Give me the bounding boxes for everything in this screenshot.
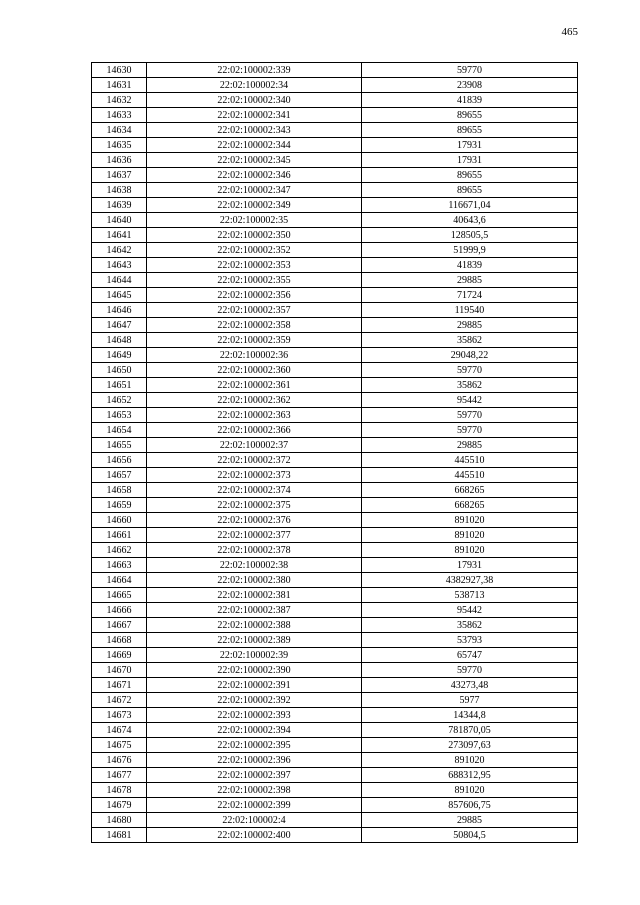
row-number-cell: 14676 (92, 753, 147, 768)
cadastral-number-cell: 22:02:100002:341 (147, 108, 362, 123)
cadastral-number-cell: 22:02:100002:356 (147, 288, 362, 303)
row-number-cell: 14670 (92, 663, 147, 678)
cadastral-number-cell: 22:02:100002:389 (147, 633, 362, 648)
table-row (92, 363, 578, 378)
cadastral-value-cell: 59770 (362, 423, 578, 438)
table-row (92, 123, 578, 138)
cadastral-value-cell: 668265 (362, 483, 578, 498)
table-row (92, 723, 578, 738)
cadastral-number-cell: 22:02:100002:391 (147, 678, 362, 693)
row-number-cell: 14668 (92, 633, 147, 648)
table-row (92, 768, 578, 783)
table-row (92, 588, 578, 603)
cadastral-value-cell: 71724 (362, 288, 578, 303)
table-row (92, 393, 578, 408)
table-row (92, 663, 578, 678)
cadastral-number-cell: 22:02:100002:397 (147, 768, 362, 783)
cadastral-value-cell: 23908 (362, 78, 578, 93)
table-row (92, 513, 578, 528)
row-number-cell: 14639 (92, 198, 147, 213)
table-row (92, 213, 578, 228)
cadastral-value-cell: 29885 (362, 438, 578, 453)
row-number-cell: 14644 (92, 273, 147, 288)
table-row (92, 93, 578, 108)
table-row (92, 63, 578, 78)
table-row (92, 753, 578, 768)
table-row (92, 633, 578, 648)
row-number-cell: 14640 (92, 213, 147, 228)
cadastral-value-cell: 538713 (362, 588, 578, 603)
table-row (92, 783, 578, 798)
row-number-cell: 14671 (92, 678, 147, 693)
cadastral-number-cell: 22:02:100002:339 (147, 63, 362, 78)
row-number-cell: 14635 (92, 138, 147, 153)
row-number-cell: 14669 (92, 648, 147, 663)
table-row (92, 243, 578, 258)
cadastral-value-cell: 116671,04 (362, 198, 578, 213)
cadastral-value-cell: 29885 (362, 813, 578, 828)
cadastral-value-cell: 50804,5 (362, 828, 578, 843)
cadastral-value-cell: 89655 (362, 168, 578, 183)
cadastral-number-cell: 22:02:100002:347 (147, 183, 362, 198)
table-body (92, 63, 578, 843)
row-number-cell: 14678 (92, 783, 147, 798)
table-row (92, 603, 578, 618)
row-number-cell: 14648 (92, 333, 147, 348)
row-number-cell: 14661 (92, 528, 147, 543)
cadastral-number-cell: 22:02:100002:352 (147, 243, 362, 258)
row-number-cell: 14632 (92, 93, 147, 108)
cadastral-number-cell: 22:02:100002:373 (147, 468, 362, 483)
cadastral-value-cell: 35862 (362, 333, 578, 348)
cadastral-value-cell: 95442 (362, 603, 578, 618)
cadastral-value-cell: 17931 (362, 138, 578, 153)
cadastral-number-cell: 22:02:100002:4 (147, 813, 362, 828)
cadastral-value-cell: 41839 (362, 93, 578, 108)
row-number-cell: 14672 (92, 693, 147, 708)
cadastral-number-cell: 22:02:100002:394 (147, 723, 362, 738)
cadastral-value-cell: 40643,6 (362, 213, 578, 228)
table-row (92, 828, 578, 843)
cadastral-value-cell: 89655 (362, 108, 578, 123)
table-row (92, 453, 578, 468)
row-number-cell: 14679 (92, 798, 147, 813)
table-row (92, 528, 578, 543)
cadastral-value-cell: 43273,48 (362, 678, 578, 693)
cadastral-number-cell: 22:02:100002:366 (147, 423, 362, 438)
table-row (92, 438, 578, 453)
table-row (92, 738, 578, 753)
table-row (92, 288, 578, 303)
cadastral-number-cell: 22:02:100002:374 (147, 483, 362, 498)
table-row (92, 303, 578, 318)
row-number-cell: 14664 (92, 573, 147, 588)
table-row (92, 333, 578, 348)
cadastral-number-cell: 22:02:100002:395 (147, 738, 362, 753)
row-number-cell: 14674 (92, 723, 147, 738)
cadastral-number-cell: 22:02:100002:346 (147, 168, 362, 183)
table-row (92, 693, 578, 708)
table-row (92, 483, 578, 498)
cadastral-number-cell: 22:02:100002:36 (147, 348, 362, 363)
cadastral-value-cell: 59770 (362, 363, 578, 378)
cadastral-value-cell: 688312,95 (362, 768, 578, 783)
row-number-cell: 14649 (92, 348, 147, 363)
row-number-cell: 14637 (92, 168, 147, 183)
table-row (92, 648, 578, 663)
table-row (92, 798, 578, 813)
row-number-cell: 14642 (92, 243, 147, 258)
cadastral-number-cell: 22:02:100002:358 (147, 318, 362, 333)
cadastral-number-cell: 22:02:100002:37 (147, 438, 362, 453)
cadastral-number-cell: 22:02:100002:380 (147, 573, 362, 588)
table-row (92, 378, 578, 393)
table-row (92, 498, 578, 513)
cadastral-value-cell: 857606,75 (362, 798, 578, 813)
table-row (92, 198, 578, 213)
table-row (92, 153, 578, 168)
cadastral-value-cell: 5977 (362, 693, 578, 708)
row-number-cell: 14660 (92, 513, 147, 528)
row-number-cell: 14667 (92, 618, 147, 633)
cadastral-number-cell: 22:02:100002:38 (147, 558, 362, 573)
page-number: 465 (561, 26, 578, 38)
row-number-cell: 14652 (92, 393, 147, 408)
cadastral-value-cell: 4382927,38 (362, 573, 578, 588)
row-number-cell: 14631 (92, 78, 147, 93)
row-number-cell: 14645 (92, 288, 147, 303)
cadastral-number-cell: 22:02:100002:357 (147, 303, 362, 318)
cadastral-value-cell: 17931 (362, 153, 578, 168)
cadastral-number-cell: 22:02:100002:353 (147, 258, 362, 273)
cadastral-value-cell: 35862 (362, 378, 578, 393)
cadastral-value-cell: 14344,8 (362, 708, 578, 723)
cadastral-value-cell: 445510 (362, 468, 578, 483)
cadastral-number-cell: 22:02:100002:360 (147, 363, 362, 378)
cadastral-value-cell: 59770 (362, 63, 578, 78)
cadastral-number-cell: 22:02:100002:362 (147, 393, 362, 408)
cadastral-value-cell: 891020 (362, 528, 578, 543)
table-row (92, 78, 578, 93)
cadastral-number-cell: 22:02:100002:372 (147, 453, 362, 468)
row-number-cell: 14641 (92, 228, 147, 243)
table-row (92, 168, 578, 183)
cadastral-number-cell: 22:02:100002:350 (147, 228, 362, 243)
cadastral-value-cell: 29048,22 (362, 348, 578, 363)
table-row (92, 813, 578, 828)
cadastral-number-cell: 22:02:100002:377 (147, 528, 362, 543)
table-row (92, 318, 578, 333)
table-row (92, 138, 578, 153)
cadastral-value-cell: 119540 (362, 303, 578, 318)
cadastral-number-cell: 22:02:100002:376 (147, 513, 362, 528)
row-number-cell: 14680 (92, 813, 147, 828)
cadastral-value-cell: 89655 (362, 123, 578, 138)
row-number-cell: 14675 (92, 738, 147, 753)
cadastral-value-cell: 891020 (362, 753, 578, 768)
table-row (92, 468, 578, 483)
table-row (92, 348, 578, 363)
row-number-cell: 14655 (92, 438, 147, 453)
cadastral-value-cell: 445510 (362, 453, 578, 468)
cadastral-number-cell: 22:02:100002:390 (147, 663, 362, 678)
table-row (92, 558, 578, 573)
cadastral-number-cell: 22:02:100002:381 (147, 588, 362, 603)
row-number-cell: 14646 (92, 303, 147, 318)
cadastral-value-cell: 273097,63 (362, 738, 578, 753)
row-number-cell: 14677 (92, 768, 147, 783)
row-number-cell: 14659 (92, 498, 147, 513)
cadastral-number-cell: 22:02:100002:34 (147, 78, 362, 93)
table-row (92, 273, 578, 288)
row-number-cell: 14673 (92, 708, 147, 723)
row-number-cell: 14636 (92, 153, 147, 168)
cadastral-number-cell: 22:02:100002:344 (147, 138, 362, 153)
cadastral-number-cell: 22:02:100002:375 (147, 498, 362, 513)
row-number-cell: 14654 (92, 423, 147, 438)
cadastral-value-cell: 781870,05 (362, 723, 578, 738)
table-row (92, 108, 578, 123)
row-number-cell: 14634 (92, 123, 147, 138)
cadastral-number-cell: 22:02:100002:396 (147, 753, 362, 768)
table-row (92, 678, 578, 693)
cadastral-number-cell: 22:02:100002:359 (147, 333, 362, 348)
row-number-cell: 14638 (92, 183, 147, 198)
cadastral-value-cell: 35862 (362, 618, 578, 633)
cadastral-value-cell: 65747 (362, 648, 578, 663)
row-number-cell: 14658 (92, 483, 147, 498)
cadastral-value-cell: 17931 (362, 558, 578, 573)
cadastral-value-cell: 59770 (362, 663, 578, 678)
cadastral-number-cell: 22:02:100002:345 (147, 153, 362, 168)
cadastral-number-cell: 22:02:100002:400 (147, 828, 362, 843)
row-number-cell: 14666 (92, 603, 147, 618)
cadastral-value-cell: 53793 (362, 633, 578, 648)
cadastral-number-cell: 22:02:100002:392 (147, 693, 362, 708)
table-row (92, 543, 578, 558)
cadastral-value-cell: 668265 (362, 498, 578, 513)
cadastral-number-cell: 22:02:100002:387 (147, 603, 362, 618)
row-number-cell: 14647 (92, 318, 147, 333)
row-number-cell: 14633 (92, 108, 147, 123)
cadastral-number-cell: 22:02:100002:388 (147, 618, 362, 633)
cadastral-number-cell: 22:02:100002:340 (147, 93, 362, 108)
cadastral-value-cell: 891020 (362, 783, 578, 798)
cadastral-value-cell: 51999,9 (362, 243, 578, 258)
cadastral-number-cell: 22:02:100002:363 (147, 408, 362, 423)
cadastral-value-cell: 95442 (362, 393, 578, 408)
cadastral-value-table (91, 62, 578, 843)
table-row (92, 423, 578, 438)
table-row (92, 258, 578, 273)
table-row (92, 408, 578, 423)
cadastral-value-cell: 89655 (362, 183, 578, 198)
cadastral-value-cell: 128505,5 (362, 228, 578, 243)
cadastral-number-cell: 22:02:100002:361 (147, 378, 362, 393)
cadastral-number-cell: 22:02:100002:35 (147, 213, 362, 228)
row-number-cell: 14650 (92, 363, 147, 378)
cadastral-number-cell: 22:02:100002:378 (147, 543, 362, 558)
cadastral-value-cell: 59770 (362, 408, 578, 423)
table-row (92, 228, 578, 243)
cadastral-value-cell: 29885 (362, 318, 578, 333)
row-number-cell: 14653 (92, 408, 147, 423)
row-number-cell: 14681 (92, 828, 147, 843)
table-row (92, 573, 578, 588)
row-number-cell: 14630 (92, 63, 147, 78)
cadastral-number-cell: 22:02:100002:39 (147, 648, 362, 663)
cadastral-number-cell: 22:02:100002:398 (147, 783, 362, 798)
cadastral-number-cell: 22:02:100002:393 (147, 708, 362, 723)
cadastral-number-cell: 22:02:100002:399 (147, 798, 362, 813)
row-number-cell: 14657 (92, 468, 147, 483)
table-row (92, 618, 578, 633)
cadastral-number-cell: 22:02:100002:355 (147, 273, 362, 288)
cadastral-number-cell: 22:02:100002:349 (147, 198, 362, 213)
row-number-cell: 14643 (92, 258, 147, 273)
cadastral-number-cell: 22:02:100002:343 (147, 123, 362, 138)
table-row (92, 183, 578, 198)
cadastral-value-cell: 891020 (362, 543, 578, 558)
row-number-cell: 14651 (92, 378, 147, 393)
row-number-cell: 14662 (92, 543, 147, 558)
table-row (92, 708, 578, 723)
cadastral-value-cell: 891020 (362, 513, 578, 528)
cadastral-value-cell: 41839 (362, 258, 578, 273)
row-number-cell: 14663 (92, 558, 147, 573)
row-number-cell: 14665 (92, 588, 147, 603)
cadastral-value-cell: 29885 (362, 273, 578, 288)
row-number-cell: 14656 (92, 453, 147, 468)
